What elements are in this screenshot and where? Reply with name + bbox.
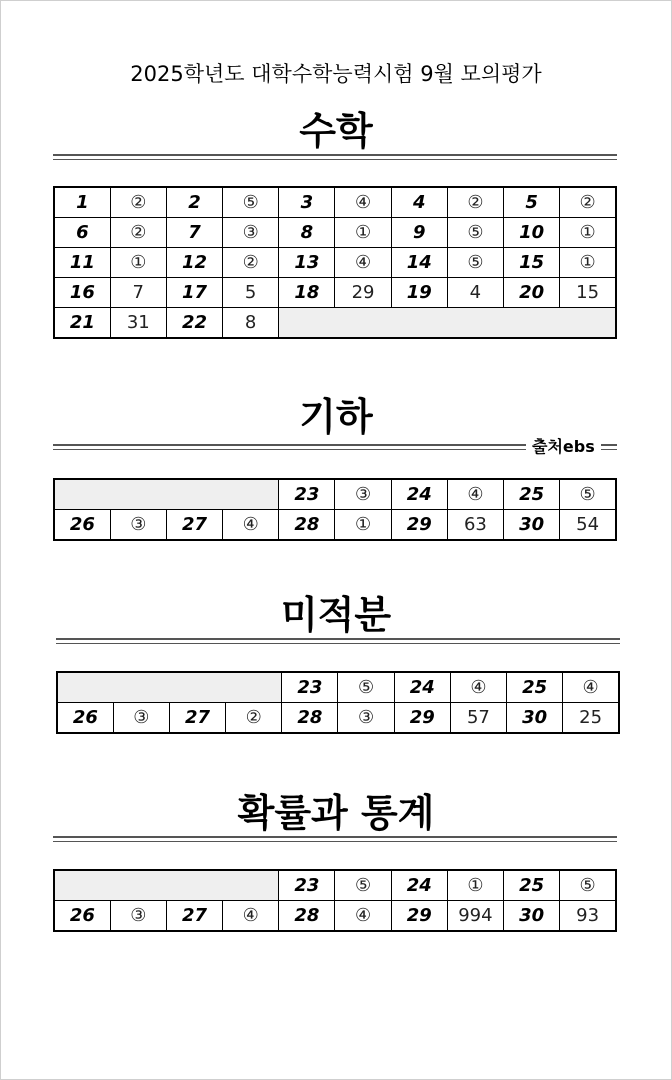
answer-value: 63 (447, 510, 503, 541)
answer-value: ④ (223, 901, 279, 932)
question-number: 6 (54, 218, 110, 248)
source-label: 출처ebs (526, 434, 601, 457)
answer-value: ⑤ (560, 479, 616, 510)
empty-cell (279, 308, 616, 339)
answer-value: ④ (223, 510, 279, 541)
question-number: 19 (391, 278, 447, 308)
question-number: 2 (166, 187, 222, 218)
table-row (57, 703, 619, 734)
answer-value: ⑤ (560, 870, 616, 901)
table-row (54, 248, 616, 278)
table-row (54, 308, 616, 339)
answer-value: ② (223, 248, 279, 278)
answer-table-geometry (53, 478, 617, 541)
table-row (54, 901, 616, 932)
question-number: 16 (54, 278, 110, 308)
answer-value: ② (447, 187, 503, 218)
question-number: 27 (166, 901, 222, 932)
answer-value: ① (335, 218, 391, 248)
answer-value: ② (226, 703, 282, 734)
question-number: 29 (391, 901, 447, 932)
question-number: 29 (391, 510, 447, 541)
answer-value: ④ (335, 187, 391, 218)
table-row (54, 870, 616, 901)
question-number: 12 (166, 248, 222, 278)
answer-value: 5 (223, 278, 279, 308)
question-number: 27 (169, 703, 225, 734)
answer-value: ④ (450, 672, 506, 703)
answer-value: 994 (447, 901, 503, 932)
question-number: 30 (504, 510, 560, 541)
answer-value: ④ (335, 901, 391, 932)
answer-value: ① (447, 870, 503, 901)
question-number: 26 (54, 510, 110, 541)
table-row (54, 479, 616, 510)
question-number: 5 (504, 187, 560, 218)
question-number: 30 (507, 703, 563, 734)
answer-value: ⑤ (447, 248, 503, 278)
answer-value: ① (335, 510, 391, 541)
answer-value: ① (560, 218, 616, 248)
answer-value: 57 (450, 703, 506, 734)
question-number: 27 (166, 510, 222, 541)
empty-cell (54, 479, 279, 510)
answer-value: 54 (560, 510, 616, 541)
answer-value: ③ (110, 901, 166, 932)
question-number: 24 (391, 479, 447, 510)
section-title-geometry: 기하 (299, 395, 373, 439)
answer-value: ③ (110, 510, 166, 541)
question-number: 3 (279, 187, 335, 218)
question-number: 28 (282, 703, 338, 734)
question-number: 20 (504, 278, 560, 308)
table-row (54, 510, 616, 541)
question-number: 14 (391, 248, 447, 278)
answer-value: 93 (560, 901, 616, 932)
table-row (54, 218, 616, 248)
question-number: 24 (394, 672, 450, 703)
answer-value: 15 (560, 278, 616, 308)
answer-value: ④ (335, 248, 391, 278)
question-number: 18 (279, 278, 335, 308)
question-number: 1 (54, 187, 110, 218)
answer-value: ⑤ (447, 218, 503, 248)
answer-value: ④ (447, 479, 503, 510)
answer-value: ⑤ (338, 672, 394, 703)
answer-value: ⑤ (335, 870, 391, 901)
empty-cell (54, 870, 279, 901)
divider-statistics (53, 836, 617, 842)
section-title-common: 수학 (299, 109, 373, 153)
question-number: 25 (504, 870, 560, 901)
question-number: 11 (54, 248, 110, 278)
exam-title: 2025학년도 대학수학능력시험 9월 모의평가 (130, 62, 542, 86)
answer-value: 29 (335, 278, 391, 308)
answer-table-common (53, 186, 617, 339)
answer-value: ③ (338, 703, 394, 734)
question-number: 22 (166, 308, 222, 339)
question-number: 25 (504, 479, 560, 510)
answer-value: ② (110, 218, 166, 248)
question-number: 25 (507, 672, 563, 703)
answer-table-calculus (56, 671, 620, 734)
answer-value: ② (560, 187, 616, 218)
divider-common (53, 154, 617, 160)
answer-value: ② (110, 187, 166, 218)
answer-value: 7 (110, 278, 166, 308)
question-number: 21 (54, 308, 110, 339)
question-number: 17 (166, 278, 222, 308)
question-number: 24 (391, 870, 447, 901)
section-title-calculus: 미적분 (280, 593, 392, 637)
question-number: 15 (504, 248, 560, 278)
table-row (57, 672, 619, 703)
answer-value: ③ (113, 703, 169, 734)
question-number: 26 (57, 703, 113, 734)
question-number: 8 (279, 218, 335, 248)
answer-value: 31 (110, 308, 166, 339)
question-number: 30 (504, 901, 560, 932)
divider-calculus (56, 638, 620, 644)
question-number: 23 (279, 479, 335, 510)
question-number: 28 (279, 510, 335, 541)
answer-value: 8 (223, 308, 279, 339)
question-number: 4 (391, 187, 447, 218)
question-number: 13 (279, 248, 335, 278)
answer-value: ① (110, 248, 166, 278)
answer-value: 4 (447, 278, 503, 308)
answer-value: ⑤ (223, 187, 279, 218)
question-number: 10 (504, 218, 560, 248)
question-number: 9 (391, 218, 447, 248)
question-number: 28 (279, 901, 335, 932)
answer-value: ① (560, 248, 616, 278)
answer-value: ③ (335, 479, 391, 510)
table-row (54, 278, 616, 308)
question-number: 23 (279, 870, 335, 901)
section-title-statistics: 확률과 통계 (237, 791, 435, 835)
answer-value: 25 (563, 703, 619, 734)
question-number: 23 (282, 672, 338, 703)
question-number: 7 (166, 218, 222, 248)
question-number: 26 (54, 901, 110, 932)
table-row (54, 187, 616, 218)
answer-table-statistics (53, 869, 617, 932)
answer-value: ③ (223, 218, 279, 248)
answer-value: ④ (563, 672, 619, 703)
empty-cell (57, 672, 282, 703)
question-number: 29 (394, 703, 450, 734)
